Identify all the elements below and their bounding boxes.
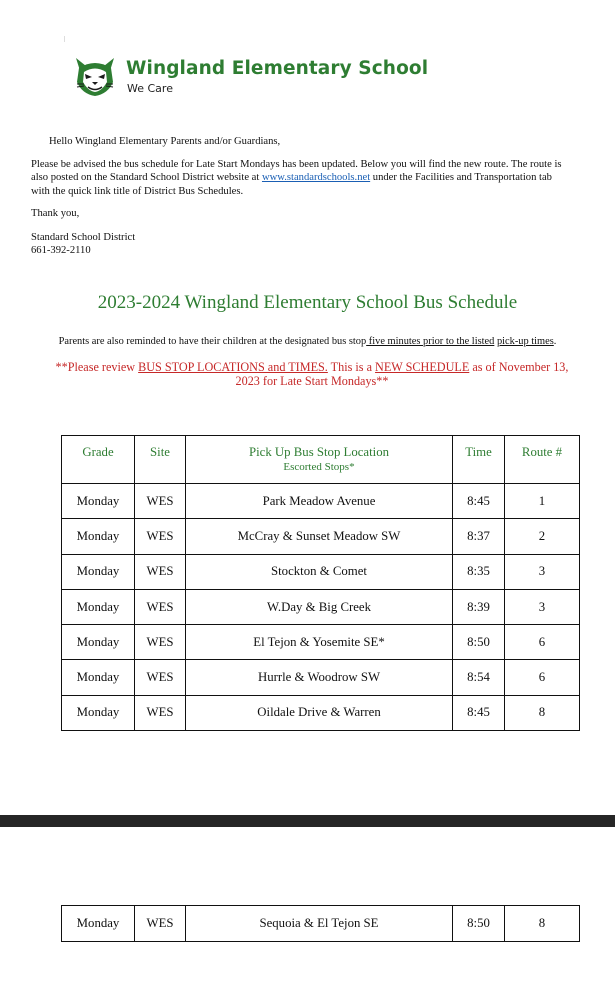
cell-site: WES xyxy=(135,484,186,519)
cell-grade: Monday xyxy=(62,695,135,730)
cell-time: 8:45 xyxy=(453,484,505,519)
notice-part1: **Please review xyxy=(55,360,139,374)
cell-location: Sequoia & El Tejon SE xyxy=(186,906,453,942)
district-name: Standard School District xyxy=(31,232,136,243)
notice-part3: as of November 13, 2023 for Late Start Mondays** xyxy=(235,360,569,388)
letter-body-text-2: under the Facilities and Transportation tab with the quick link title of District Bus Schedules. xyxy=(31,172,552,197)
letter-signoff xyxy=(31,231,135,258)
cell-grade: Monday xyxy=(62,906,135,942)
cell-location: El Tejon & Yosemite SE* xyxy=(186,625,453,660)
cell-route: 1 xyxy=(505,484,580,519)
cell-time: 8:50 xyxy=(453,625,505,660)
cell-grade: Monday xyxy=(62,484,135,519)
school-name: Wingland Elementary School xyxy=(126,58,429,79)
bus-schedule-table-continued xyxy=(61,905,580,942)
column-header-location-title: Pick Up Bus Stop Location xyxy=(248,445,390,459)
cell-route: 8 xyxy=(505,695,580,730)
scan-mark xyxy=(64,36,65,42)
cell-site: WES xyxy=(135,695,186,730)
cell-location: Oildale Drive & Warren xyxy=(186,695,453,730)
document-title: 2023-2024 Wingland Elementary School Bus Schedule xyxy=(97,292,518,313)
column-header-site: Site xyxy=(135,436,186,484)
table-row xyxy=(62,625,580,660)
cell-time: 8:35 xyxy=(453,554,505,589)
cell-location: Park Meadow Avenue xyxy=(186,484,453,519)
cell-site: WES xyxy=(135,554,186,589)
letter-greeting: Hello Wingland Elementary Parents and/or Guardians, xyxy=(49,136,281,147)
notice-underline-1: BUS STOP LOCATIONS and TIMES. xyxy=(138,360,328,374)
column-header-route: Route # xyxy=(505,436,580,484)
cell-location: W.Day & Big Creek xyxy=(186,589,453,624)
table-row xyxy=(62,695,580,730)
bus-schedule-table xyxy=(61,435,580,731)
cell-site: WES xyxy=(135,589,186,624)
cell-route: 3 xyxy=(505,554,580,589)
page-break-divider xyxy=(0,815,615,827)
cell-route: 3 xyxy=(505,589,580,624)
cell-route: 6 xyxy=(505,625,580,660)
cell-time: 8:50 xyxy=(453,906,505,942)
table-row xyxy=(62,589,580,624)
column-header-grade: Grade xyxy=(62,436,135,484)
cell-site: WES xyxy=(135,519,186,554)
column-header-location xyxy=(186,436,453,484)
district-website-link[interactable]: www.standardschools.net xyxy=(261,172,371,184)
reminder-underline-2: pick-up times xyxy=(496,336,554,347)
cell-time: 8:54 xyxy=(453,660,505,695)
table-row xyxy=(62,660,580,695)
wildcat-mascot-icon xyxy=(72,54,118,98)
district-phone: 661-392-2110 xyxy=(31,245,91,257)
table-row xyxy=(62,484,580,519)
table-header-row xyxy=(62,436,580,484)
cell-location: Hurrle & Woodrow SW xyxy=(186,660,453,695)
school-tagline: We Care xyxy=(127,82,173,95)
cell-site: WES xyxy=(135,906,186,942)
cell-grade: Monday xyxy=(62,625,135,660)
cell-grade: Monday xyxy=(62,519,135,554)
table-row xyxy=(62,906,580,942)
letter-body-text-1: Please be advised the bus schedule for Late Start Mondays has been updated. Below you will find the new route. The route is also posted on the Standard School District website at xyxy=(31,159,562,184)
cell-time: 8:39 xyxy=(453,589,505,624)
cell-route: 8 xyxy=(505,906,580,942)
cell-site: WES xyxy=(135,625,186,660)
notice-underline-2: NEW SCHEDULE xyxy=(375,360,470,374)
cell-grade: Monday xyxy=(62,660,135,695)
cell-time: 8:45 xyxy=(453,695,505,730)
table-row xyxy=(62,554,580,589)
cell-time: 8:37 xyxy=(453,519,505,554)
cell-route: 6 xyxy=(505,660,580,695)
reminder-underline-1: five minutes prior to the listed xyxy=(366,336,495,347)
column-header-time: Time xyxy=(453,436,505,484)
cell-grade: Monday xyxy=(62,554,135,589)
reminder-text xyxy=(0,336,615,347)
reminder-end: . xyxy=(553,336,557,347)
cell-site: WES xyxy=(135,660,186,695)
cell-route: 2 xyxy=(505,519,580,554)
notice-part2: This is a xyxy=(327,360,376,374)
column-header-location-sub: Escorted Stops* xyxy=(283,461,355,473)
cell-location: McCray & Sunset Meadow SW xyxy=(186,519,453,554)
letter-body xyxy=(31,158,571,198)
letter-thanks: Thank you, xyxy=(31,208,80,219)
schedule-notice xyxy=(54,360,570,388)
cell-grade: Monday xyxy=(62,589,135,624)
reminder-part1: Parents are also reminded to have their children at the designated bus stop xyxy=(58,336,367,347)
cell-location: Stockton & Comet xyxy=(186,554,453,589)
table-row xyxy=(62,519,580,554)
